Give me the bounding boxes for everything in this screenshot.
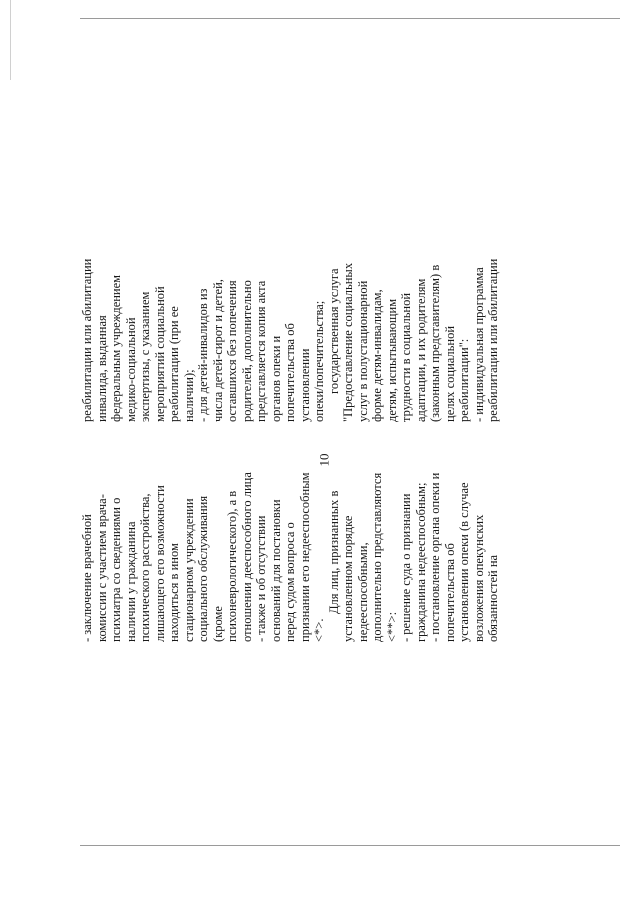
text-line: услуг в полустационарной bbox=[355, 280, 370, 422]
text-line: реабилитации": bbox=[457, 338, 471, 422]
text-line: мероприятий социальной bbox=[152, 286, 167, 422]
left-text-column bbox=[80, 472, 501, 642]
text-line: оснований для постановки bbox=[268, 499, 283, 642]
text-line: установлении опеки (в случае bbox=[457, 482, 471, 642]
text-line: "Предоставление социальных bbox=[341, 262, 355, 422]
text-line: попечительства об bbox=[283, 323, 297, 422]
text-line: экспертизы, с указанием bbox=[138, 291, 152, 422]
text-line: органов опеки и bbox=[268, 335, 283, 422]
text-line: <*>. bbox=[312, 618, 326, 642]
text-line: - также и об отсутствии bbox=[254, 515, 268, 642]
text-line: (кроме bbox=[210, 606, 225, 642]
text-line: возложения опекунских bbox=[471, 514, 486, 642]
text-line: наличии у гражданина bbox=[123, 521, 138, 642]
text-line: - индивидуальная программа bbox=[471, 267, 486, 422]
text-line: - заключение врачебной bbox=[80, 514, 94, 642]
text-line: признании его недееспособным bbox=[297, 472, 312, 642]
text-line: Для лиц, признанных в bbox=[326, 490, 341, 614]
text-line: оставшихся без попечения bbox=[225, 280, 239, 422]
bottom-rule bbox=[80, 845, 620, 846]
text-line: федеральным учреждением bbox=[109, 274, 123, 422]
text-line: реабилитации (при ее bbox=[167, 306, 181, 422]
text-line: наличии); bbox=[181, 369, 196, 422]
text-line: адаптации, и их родителям bbox=[413, 278, 428, 422]
text-line: инвалида, выданная bbox=[94, 315, 109, 422]
text-line: - для детей-инвалидов из bbox=[196, 288, 210, 422]
text-line: (законным представителям) в bbox=[428, 264, 442, 422]
text-line: целях социальной bbox=[442, 325, 457, 422]
text-line: обязанностей на bbox=[486, 554, 500, 642]
text-line: установленном порядке bbox=[341, 515, 355, 642]
text-line: социального обслуживания bbox=[196, 495, 210, 642]
text-line: <**>: bbox=[384, 611, 399, 642]
text-line: детям, испытывающим bbox=[384, 298, 399, 422]
top-rule bbox=[80, 18, 620, 19]
text-line: - постановление органа опеки и bbox=[428, 472, 442, 642]
text-line: стационарном учреждении bbox=[181, 498, 196, 642]
text-line: попечительства об bbox=[442, 543, 457, 642]
text-line: государственная услуга bbox=[326, 268, 341, 394]
margin-line bbox=[10, 0, 11, 80]
text-line: опеки/попечительства; bbox=[312, 300, 326, 422]
text-line: отношении дееспособного лица bbox=[239, 472, 254, 642]
text-line: гражданина недееспособным; bbox=[413, 482, 428, 642]
text-line: недееспособными, bbox=[355, 542, 370, 642]
text-line: перед судом вопроса о bbox=[283, 522, 297, 642]
text-line: форме детям-инвалидам, bbox=[370, 289, 384, 422]
text-line: числа детей-сирот и детей, bbox=[210, 279, 225, 422]
text-line: - решение суда о признании bbox=[399, 493, 413, 642]
text-line: психоневрологического), а в bbox=[225, 490, 239, 642]
text-line: реабилитации или абилитации bbox=[80, 258, 94, 422]
text-line: родителей, дополнительно bbox=[239, 280, 254, 422]
text-line: находиться в ином bbox=[167, 543, 181, 642]
text-line: лишающего его возможности bbox=[152, 485, 167, 642]
rotated-page-content bbox=[70, 132, 570, 772]
text-line: представляется копия акта bbox=[254, 280, 268, 422]
text-line: психического расстройства, bbox=[138, 493, 152, 642]
right-text-column bbox=[80, 259, 501, 422]
text-line: медико-социальной bbox=[123, 317, 138, 422]
text-line: реабилитации или абилитации bbox=[486, 258, 500, 422]
text-line: психиатра со сведениями о bbox=[109, 497, 123, 642]
text-line: трудности в социальной bbox=[399, 292, 413, 422]
text-line: установлении bbox=[297, 348, 312, 422]
text-line: комиссии с участием врача- bbox=[94, 494, 109, 642]
page-number: 10 bbox=[316, 453, 332, 467]
text-line: дополнительно представляются bbox=[370, 472, 384, 642]
